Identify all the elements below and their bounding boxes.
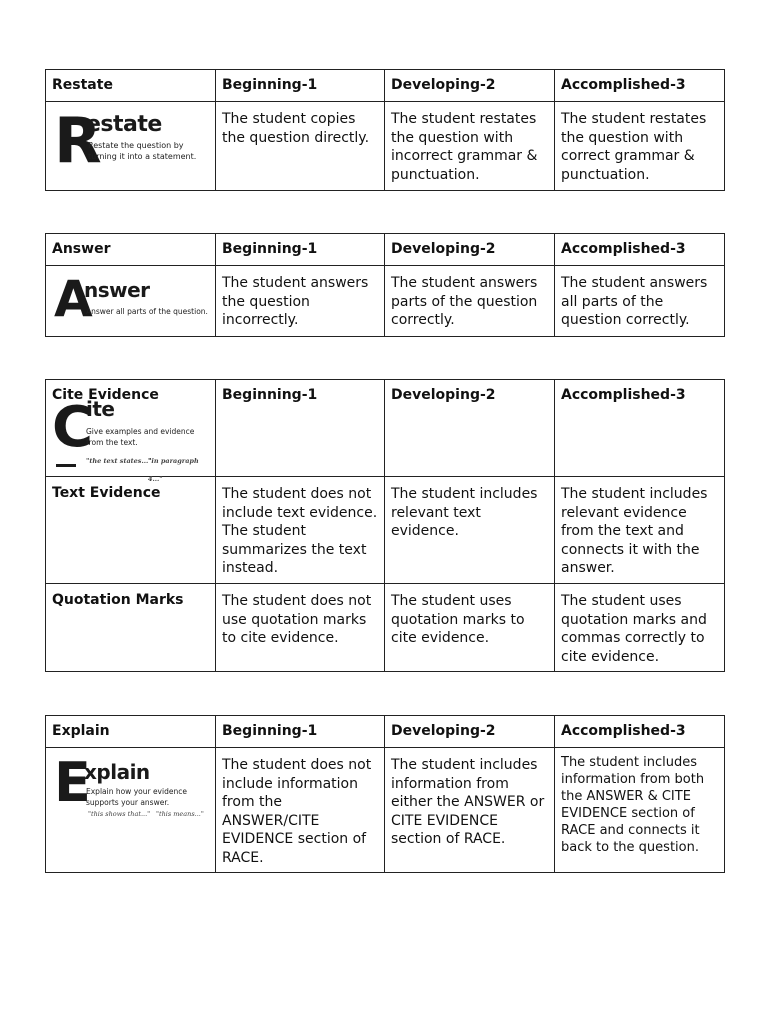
cite-quotation-marks-developing-cell: The student uses quotation marks to cite evidence.	[385, 584, 555, 672]
answer-logo-letter: A	[54, 270, 93, 328]
restate-logo-letter: R	[54, 104, 102, 177]
cite-logo-word: ite	[86, 397, 115, 421]
explain-label: Explain	[46, 716, 216, 748]
answer-label: Answer	[46, 234, 216, 266]
cite-text-evidence-developing-cell: The student includes relevant text evidence.	[385, 477, 555, 584]
column-header-developing: Developing-2	[385, 234, 555, 266]
column-header-beginning: Beginning-1	[216, 234, 385, 266]
explain-logo-example-1: "this shows that..."	[88, 810, 151, 818]
cite-text-evidence-beginning-cell: The student does not include text evidence. The student summarizes the text instead.	[216, 477, 385, 584]
column-header-accomplished: Accomplished-3	[555, 234, 725, 266]
restate-logo	[46, 102, 216, 191]
cite-logo-letter: C	[52, 395, 94, 460]
column-header-beginning: Beginning-1	[216, 70, 385, 102]
cite-label-cell	[46, 380, 216, 483]
cite-logo-tagline: Give examples and evidence from the text.	[86, 427, 195, 447]
cite-logo-example-2: "in paragraph 4..."	[148, 457, 199, 483]
restate-developing-cell: The student restates the question with incorrect grammar & punctuation.	[385, 102, 555, 191]
column-header-developing: Developing-2	[385, 70, 555, 102]
answer-developing-cell: The student answers parts of the question correctly.	[385, 266, 555, 337]
answer-logo-tagline: Answer all parts of the question.	[86, 307, 208, 316]
column-header-developing: Developing-2	[385, 380, 555, 477]
cite-logo-underline	[56, 464, 76, 467]
answer-accomplished-cell: The student answers all parts of the question correctly.	[555, 266, 725, 337]
answer-logo	[46, 266, 216, 337]
cite-quotation-marks-row	[46, 584, 725, 672]
explain-logo	[46, 748, 216, 873]
restate-header-row	[46, 70, 725, 102]
explain-logo-example-2: "this means..."	[156, 810, 204, 818]
explain-logo-tagline: Explain how your evidence supports your answer.	[86, 787, 187, 807]
column-header-developing: Developing-2	[385, 716, 555, 748]
restate-logo-word: estate	[86, 112, 162, 137]
cite-text-evidence-accomplished-cell: The student includes relevant evidence from the text and connects it with the answer.	[555, 477, 725, 584]
explain-header-row	[46, 716, 725, 748]
column-header-accomplished: Accomplished-3	[555, 70, 725, 102]
restate-beginning-cell: The student copies the question directly.	[216, 102, 385, 191]
explain-criteria-row	[46, 748, 725, 873]
explain-developing-cell: The student includes information from either the ANSWER or CITE EVIDENCE section of RACE.	[385, 748, 555, 873]
explain-logo-word: xplain	[84, 760, 150, 784]
cite-header-row	[46, 380, 725, 477]
explain-accomplished-cell: The student includes information from both the ANSWER & CITE EVIDENCE section of RACE and connects it back to the question.	[555, 748, 725, 873]
cite-text-evidence-row	[46, 477, 725, 584]
column-header-accomplished: Accomplished-3	[555, 716, 725, 748]
column-header-beginning: Beginning-1	[216, 716, 385, 748]
restate-accomplished-cell: The student restates the question with correct grammar & punctuation.	[555, 102, 725, 191]
cite-rubric-table	[45, 379, 725, 672]
cite-label: Cite Evidence	[52, 387, 159, 403]
explain-rubric-table	[45, 715, 725, 873]
answer-rubric-table	[45, 233, 725, 337]
answer-beginning-cell: The student answers the question incorrectly.	[216, 266, 385, 337]
restate-logo-tagline: Restate the question by turning it into a statement.	[88, 141, 197, 161]
answer-header-row	[46, 234, 725, 266]
column-header-accomplished: Accomplished-3	[555, 380, 725, 477]
explain-logo-letter: E	[54, 751, 91, 814]
restate-criteria-row	[46, 102, 725, 191]
cite-logo-example-1: "the text states..."	[86, 457, 152, 465]
column-header-beginning: Beginning-1	[216, 380, 385, 477]
explain-beginning-cell: The student does not include information from the ANSWER/CITE EVIDENCE section of RACE.	[216, 748, 385, 873]
cite-quotation-marks-beginning-cell: The student does not use quotation marks to cite evidence.	[216, 584, 385, 672]
answer-logo-word: nswer	[84, 278, 150, 302]
restate-label: Restate	[46, 70, 216, 102]
cite-quotation-marks-accomplished-cell: The student uses quotation marks and commas correctly to cite evidence.	[555, 584, 725, 672]
answer-criteria-row	[46, 266, 725, 337]
restate-rubric-table	[45, 69, 725, 191]
cite-quotation-marks-label: Quotation Marks	[46, 584, 216, 672]
cite-text-evidence-label: Text Evidence	[46, 477, 216, 584]
